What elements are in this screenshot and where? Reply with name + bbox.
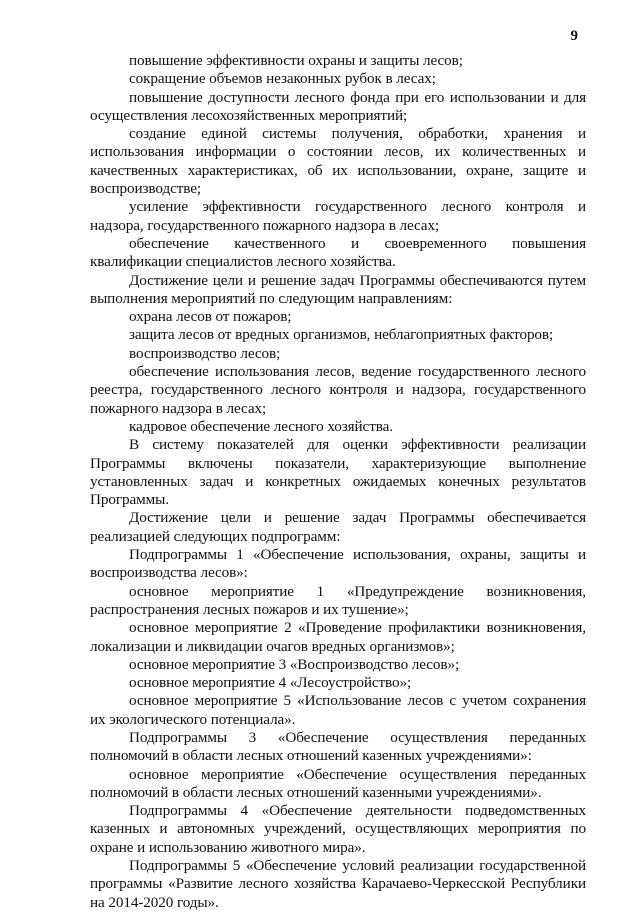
paragraph: повышение эффективности охраны и защиты лесов;	[129, 52, 463, 69]
paragraph: обеспечение качественного и своевременного повышения квалификации специалистов лесного хозяйства.	[90, 234, 586, 271]
paragraph: основное мероприятие 5 «Использование лесов с учетом сохранения их экологического потенциала».	[90, 692, 586, 728]
paragraph: Подпрограммы 1 «Обеспечение использования, охраны, защиты и воспроизводства лесов»:	[90, 546, 586, 582]
paragraph: основное мероприятие 2 «Проведение профилактики возникновения, локализации и ликвидации очагов вредных организмов»;	[90, 619, 586, 655]
paragraph: кадровое обеспечение лесного хозяйства.	[129, 417, 393, 435]
paragraph: воспроизводство лесов;	[129, 344, 281, 362]
paragraph: защита лесов от вредных организмов, неблагоприятных факторов;	[129, 326, 554, 344]
document-body	[90, 52, 586, 912]
paragraph: основное мероприятие «Обеспечение осуществления переданных полномочий в области лесных отношений казенными учреждениями».	[90, 765, 586, 801]
paragraph: создание единой системы получения, обработки, хранения и использования информации о состоянии лесов, их количественных и качественных характеристиках, об их использовании, охране, защите и воспроизводстве;	[90, 125, 586, 198]
paragraph: усиление эффективности государственного лесного контроля и надзора, государственного пожарного надзора в лесах;	[90, 198, 586, 234]
paragraph: Подпрограммы 4 «Обеспечение деятельности подведомственных казенных и автономных учреждений, осуществляющих мероприятия по охране и использованию животного мира».	[90, 802, 586, 856]
paragraph: охрана лесов от пожаров;	[129, 308, 292, 326]
paragraph: Достижение цели и решение задач Программы обеспечиваются путем выполнения мероприятий по следующим направлениям:	[90, 271, 586, 307]
paragraph: Подпрограммы 3 «Обеспечение осуществления переданных полномочий в области лесных отношений казенных учреждениями»:	[90, 728, 586, 765]
paragraph: основное мероприятие 1 «Предупреждение возникновения, распространения лесных пожаров и их тушение»;	[90, 582, 586, 618]
paragraph: основное мероприятие 4 «Лесоустройство»;	[129, 674, 412, 692]
paragraph: Подпрограммы 5 «Обеспечение условий реализации государственной программы «Развитие лесного хозяйства Карачаево-Черкесской Республики на 2014-2020 годы».	[90, 857, 586, 911]
paragraph: повышение доступности лесного фонда при его использовании и для осуществления лесохозяйственных мероприятий;	[90, 88, 586, 124]
paragraph: В систему показателей для оценки эффективности реализации Программы включены показатели, характеризующие выполнение установленных задач и конкретных ожидаемых конечных результатов Программы.	[90, 436, 586, 509]
page-number: 9	[570, 28, 578, 44]
paragraph: сокращение объемов незаконных рубок в лесах;	[129, 70, 436, 88]
paragraph: основное мероприятие 3 «Воспроизводство лесов»;	[129, 655, 460, 673]
paragraph: Достижение цели и решение задач Программы обеспечивается реализацией следующих подпрограмм:	[90, 509, 586, 545]
paragraph: обеспечение использования лесов, ведение государственного лесного реестра, государственного лесного контроля и надзора, государственного пожарного надзора в лесах;	[90, 363, 586, 417]
